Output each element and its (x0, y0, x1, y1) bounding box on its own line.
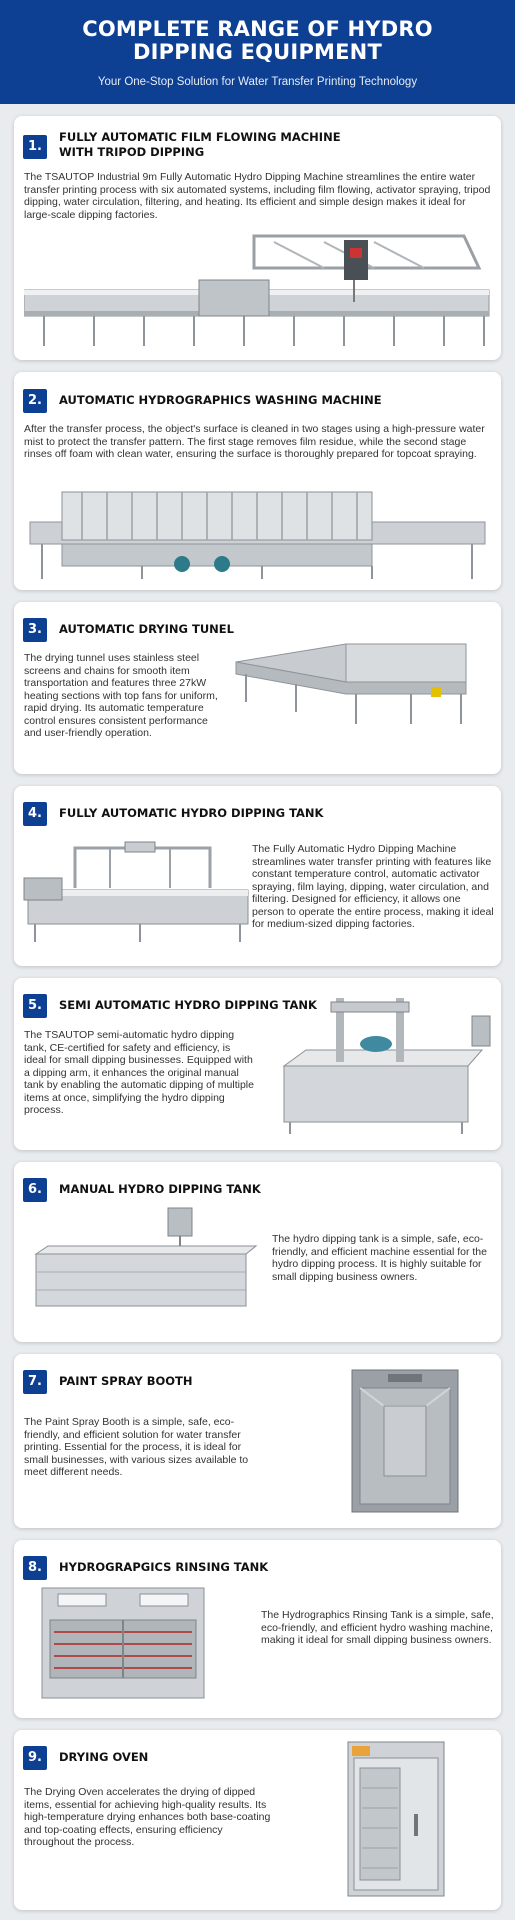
card-film-flowing-machine (14, 116, 501, 360)
card-title: DRYING OVEN (59, 1750, 149, 1764)
card-title: AUTOMATIC DRYING TUNEL (59, 622, 234, 636)
card-description: The Fully Automatic Hydro Dipping Machine streamlines water transfer printing with features like constant temperature control, automatic activator spraying, film laying, dipping, water circulation, and filtering. Designed for efficiency, it allows one person to operate the entire process, making it ideal for medium-sized dipping factories. (252, 843, 494, 930)
card-number: 6. (23, 1178, 47, 1202)
card-description: The TSAUTOP semi-automatic hydro dipping tank, CE-certified for safety and efficiency, is ideal for small dipping businesses. Equipped with a dipping arm, it enhances the original manual tank by enabling the automatic dipping of multiple items at once, simplifying the hydro dipping process. (24, 1029, 254, 1116)
card-drying-tunnel (14, 602, 501, 774)
paint-spray-booth-image (344, 1366, 466, 1522)
card-manual-dipping-tank (14, 1162, 501, 1342)
card-description: After the transfer process, the object's surface is cleaned in two stages using a high-pressure water mist to protect the transfer pattern. The first stage removes film residue, while the second stage rinses off foam with clean water, ensuring the surface is thoroughly prepared for topcoat spraying. (24, 423, 485, 460)
auto-dipping-tank-image (20, 838, 254, 948)
drying-oven-image (340, 1738, 454, 1904)
card-description: The drying tunnel uses stainless steel screens and chains for smooth item transportation and features three 27kW heating sections with top fans for uniform, rapid drying. Its automatic temperature control ensures consistent performance and user-friendly operation. (24, 652, 218, 739)
card-rinsing-tank (14, 1540, 501, 1718)
drying-tunnel-image (226, 632, 494, 732)
card-description: The TSAUTOP Industrial 9m Fully Automatic Hydro Dipping Machine streamlines the entire water transfer printing process with six automated systems, including film flowing, activator spraying, tripod dipping, water circulation, filtering, and heating. Its efficient and simple design makes it ideal for large-scale dipping factories. (24, 171, 491, 221)
card-paint-spray-booth (14, 1354, 501, 1528)
card-description: The Drying Oven accelerates the drying of dipped items, essential for achieving high-quality results. Its high-temperature drying enhances both base-coating and top-coating effects, ensuring efficiency throughout the process. (24, 1786, 271, 1848)
card-title: AUTOMATIC HYDROGRAPHICS WASHING MACHINE (59, 393, 382, 407)
card-title: FULLY AUTOMATIC HYDRO DIPPING TANK (59, 806, 324, 820)
card-number: 7. (23, 1370, 47, 1394)
card-number: 9. (23, 1746, 47, 1770)
page-title-line2: DIPPING EQUIPMENT (133, 40, 382, 64)
card-title-line2: WITH TRIPOD DIPPING (59, 145, 205, 159)
card-title: SEMI AUTOMATIC HYDRO DIPPING TANK (59, 998, 317, 1012)
card-number: 8. (23, 1556, 47, 1580)
page-subtitle: Your One-Stop Solution for Water Transfer Printing Technology (97, 76, 418, 88)
card-title-line1: FULLY AUTOMATIC FILM FLOWING MACHINE (59, 130, 341, 144)
card-description: The Hydrographics Rinsing Tank is a simple, safe, eco-friendly, and efficient hydro washing machine, making it ideal for small dipping business owners. (261, 1609, 494, 1646)
manual-dipping-tank-image (28, 1206, 264, 1316)
card-description: The hydro dipping tank is a simple, safe, eco-friendly, and efficient machine essential for the hydro dipping process. It is highly suitable for small dipping business owners. (272, 1233, 487, 1283)
card-drying-oven (14, 1730, 501, 1910)
page-title (0, 0, 515, 64)
card-semi-auto-dipping-tank (14, 978, 501, 1150)
card-number: 2. (23, 389, 47, 413)
card-title (59, 130, 341, 160)
card-number: 1. (23, 135, 47, 159)
film-flowing-machine-image (24, 228, 492, 354)
card-number: 5. (23, 994, 47, 1018)
card-description: The Paint Spray Booth is a simple, safe, eco-friendly, and efficient solution for water transfer printing. Essential for the process, it is ideal for small businesses, with various sizes available to meet different needs. (24, 1416, 249, 1478)
card-washing-machine (14, 372, 501, 590)
card-number: 3. (23, 618, 47, 642)
card-title: MANUAL HYDRO DIPPING TANK (59, 1182, 261, 1196)
card-number: 4. (23, 802, 47, 826)
semi-auto-dipping-tank-image (276, 988, 496, 1140)
page-header (0, 0, 515, 104)
card-title: PAINT SPRAY BOOTH (59, 1374, 193, 1388)
rinsing-tank-image (34, 1584, 224, 1708)
card-title: HYDROGRAPGICS RINSING TANK (59, 1560, 269, 1574)
page-title-line1: COMPLETE RANGE OF HYDRO (82, 17, 433, 41)
card-auto-dipping-tank (14, 786, 501, 966)
washing-machine-image (22, 484, 492, 584)
